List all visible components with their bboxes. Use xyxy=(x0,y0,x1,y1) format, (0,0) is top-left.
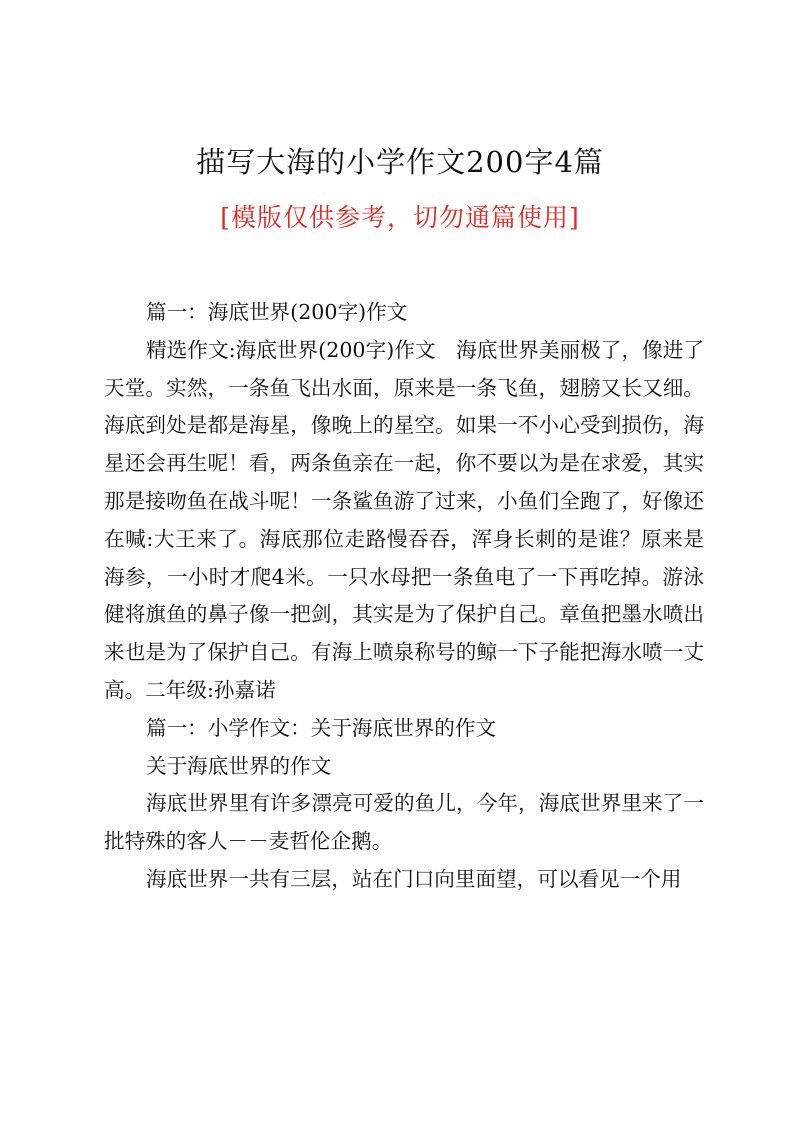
section-heading: 篇一：小学作文：关于海底世界的作文 xyxy=(146,715,497,740)
document-title: 描写大海的小学作文200字4篇 xyxy=(196,145,604,179)
paragraph: 精选作文:海底世界(200字)作文 海底世界美丽极了，像进了天堂。实然，一条鱼飞出水面，原来是一条飞鱼，翅膀又长又细。海底到处是都是海星，像晚上的星空。如果一不小心受到损伤，海星还会再生呢！看，两条鱼亲在一起，你不要以为是在求爱，其实那是接吻鱼在战斗呢！一条鲨鱼游了过来，小鱼们全跑了，好像还在喊:大王来了。海底那位走路慢吞吞，浑身长刺的是谁？原来是海参，一小时才爬4米。一只水母把一条鱼电了一下再吃掉。游泳健将旗鱼的鼻子像一把剑，其实是为了保护自己。章鱼把墨水喷出来也是为了保护自己。有海上喷泉称号的鲸一下子能把海水喷一丈高。二年级:孙嘉诺 xyxy=(104,337,704,702)
template-notice: [模版仅供参考，切勿通篇使用] xyxy=(220,203,580,232)
document-body xyxy=(104,294,704,899)
paragraph: 海底世界里有许多漂亮可爱的鱼儿，今年，海底世界里来了一批特殊的客人－－麦哲伦企鹅。 xyxy=(104,791,704,854)
paragraph: 海底世界一共有三层，站在门口向里面望，可以看见一个用 xyxy=(146,866,682,891)
section-heading: 篇一：海底世界(200字)作文 xyxy=(146,300,408,324)
paragraph-heading: 关于海底世界的作文 xyxy=(146,753,332,778)
